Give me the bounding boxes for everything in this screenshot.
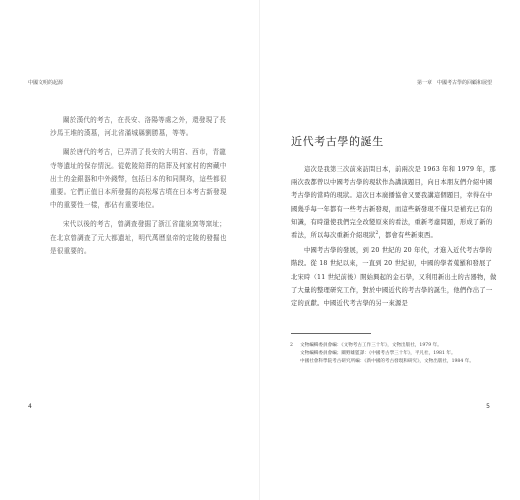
right-page-body — [291, 163, 497, 312]
footnote — [290, 342, 500, 366]
page-number-right: 5 — [486, 403, 490, 410]
footnote-rule — [291, 333, 371, 334]
footnote-line: 文物編輯委員會編；關野雄監譯：《中國考古學三十年》，平凡社，1981 年。 — [300, 351, 456, 356]
body-paragraph — [291, 163, 497, 242]
footnote-mark: 2 — [290, 343, 293, 348]
footnote-line: 文物編輯委員會編：《文物考古工作三十年》，文物出版社，1979 年。 — [300, 343, 442, 348]
body-text: 這次是我第三次前來訪問日本，前兩次是 1963 年和 1979 年，那兩次我都曾以中國考古學的現狀作為講演題目，向日本朋友們介紹中國考古學的當時的現狀。這次日本廣播協會又要我講這個題目，幸得在中國幾乎每一年都有一些考古新發現，而這些新發現不僅只是補充已有的知識，有時還使我們完全改變原來的看法，重新考慮問題，形成了新的看法，所以每次重新介紹現狀 — [291, 166, 496, 240]
body-paragraph: 宋代以後的考古，曾調查發掘了浙江省龍泉窯等窯址；在北京曾調查了元大都遺址，明代萬曆皇帝的定陵的發掘也是很重要的。 — [50, 220, 227, 255]
page-number-left: 4 — [28, 403, 32, 410]
running-header-left: 中國文明的起源 — [28, 80, 64, 86]
footnote-line: 中國社會科學院考古研究所編：《新中國的考古發現和研究》，文物出版社，1984 年。 — [300, 359, 474, 364]
body-text: ，都會有些新東西。 — [378, 232, 438, 240]
footnotes — [290, 342, 500, 366]
body-paragraph: 關於唐代的考古，已弄清了長安的大明宮、西市，青龍寺等遺址的保存情況。從乾陵陪葬的陪葬及何家村的窖藏中出土的金銀器和中外錢幣，包括日本的和同開珎，這些都很重要。它們正值日本所發掘的高松塚古墳在日本考古新發現中的重要性一樣，都佔有重要地位。 — [50, 148, 227, 210]
right-page — [260, 0, 520, 500]
footnote-reference: 2 — [375, 230, 379, 236]
body-paragraph: 中國考古學的發展，到 20 世紀的 20 年代，才進入近代考古學的階段。從 18 世紀以來，一直到 20 世紀初，中國的學者蒐羅和發展了北宋時（11 世紀前後）開始興起的金石學，又利用新出土的古器物，做了大量的整理研究工作，對於中國近代的考古學的誕生，他們作出了一定的貢獻。中國近代考古學的另一來源是 — [291, 247, 497, 308]
section-title: 近代考古學的誕生 — [291, 135, 384, 148]
running-header-right: 第一章 中國考古學的回顧和展望 — [416, 80, 492, 86]
left-page-body — [50, 114, 228, 264]
body-paragraph: 關於漢代的考古，在長安、洛陽等處之外，還發現了長沙馬王堆的漢墓，河北省滿城縣劉勝墓，等等。 — [50, 116, 227, 138]
